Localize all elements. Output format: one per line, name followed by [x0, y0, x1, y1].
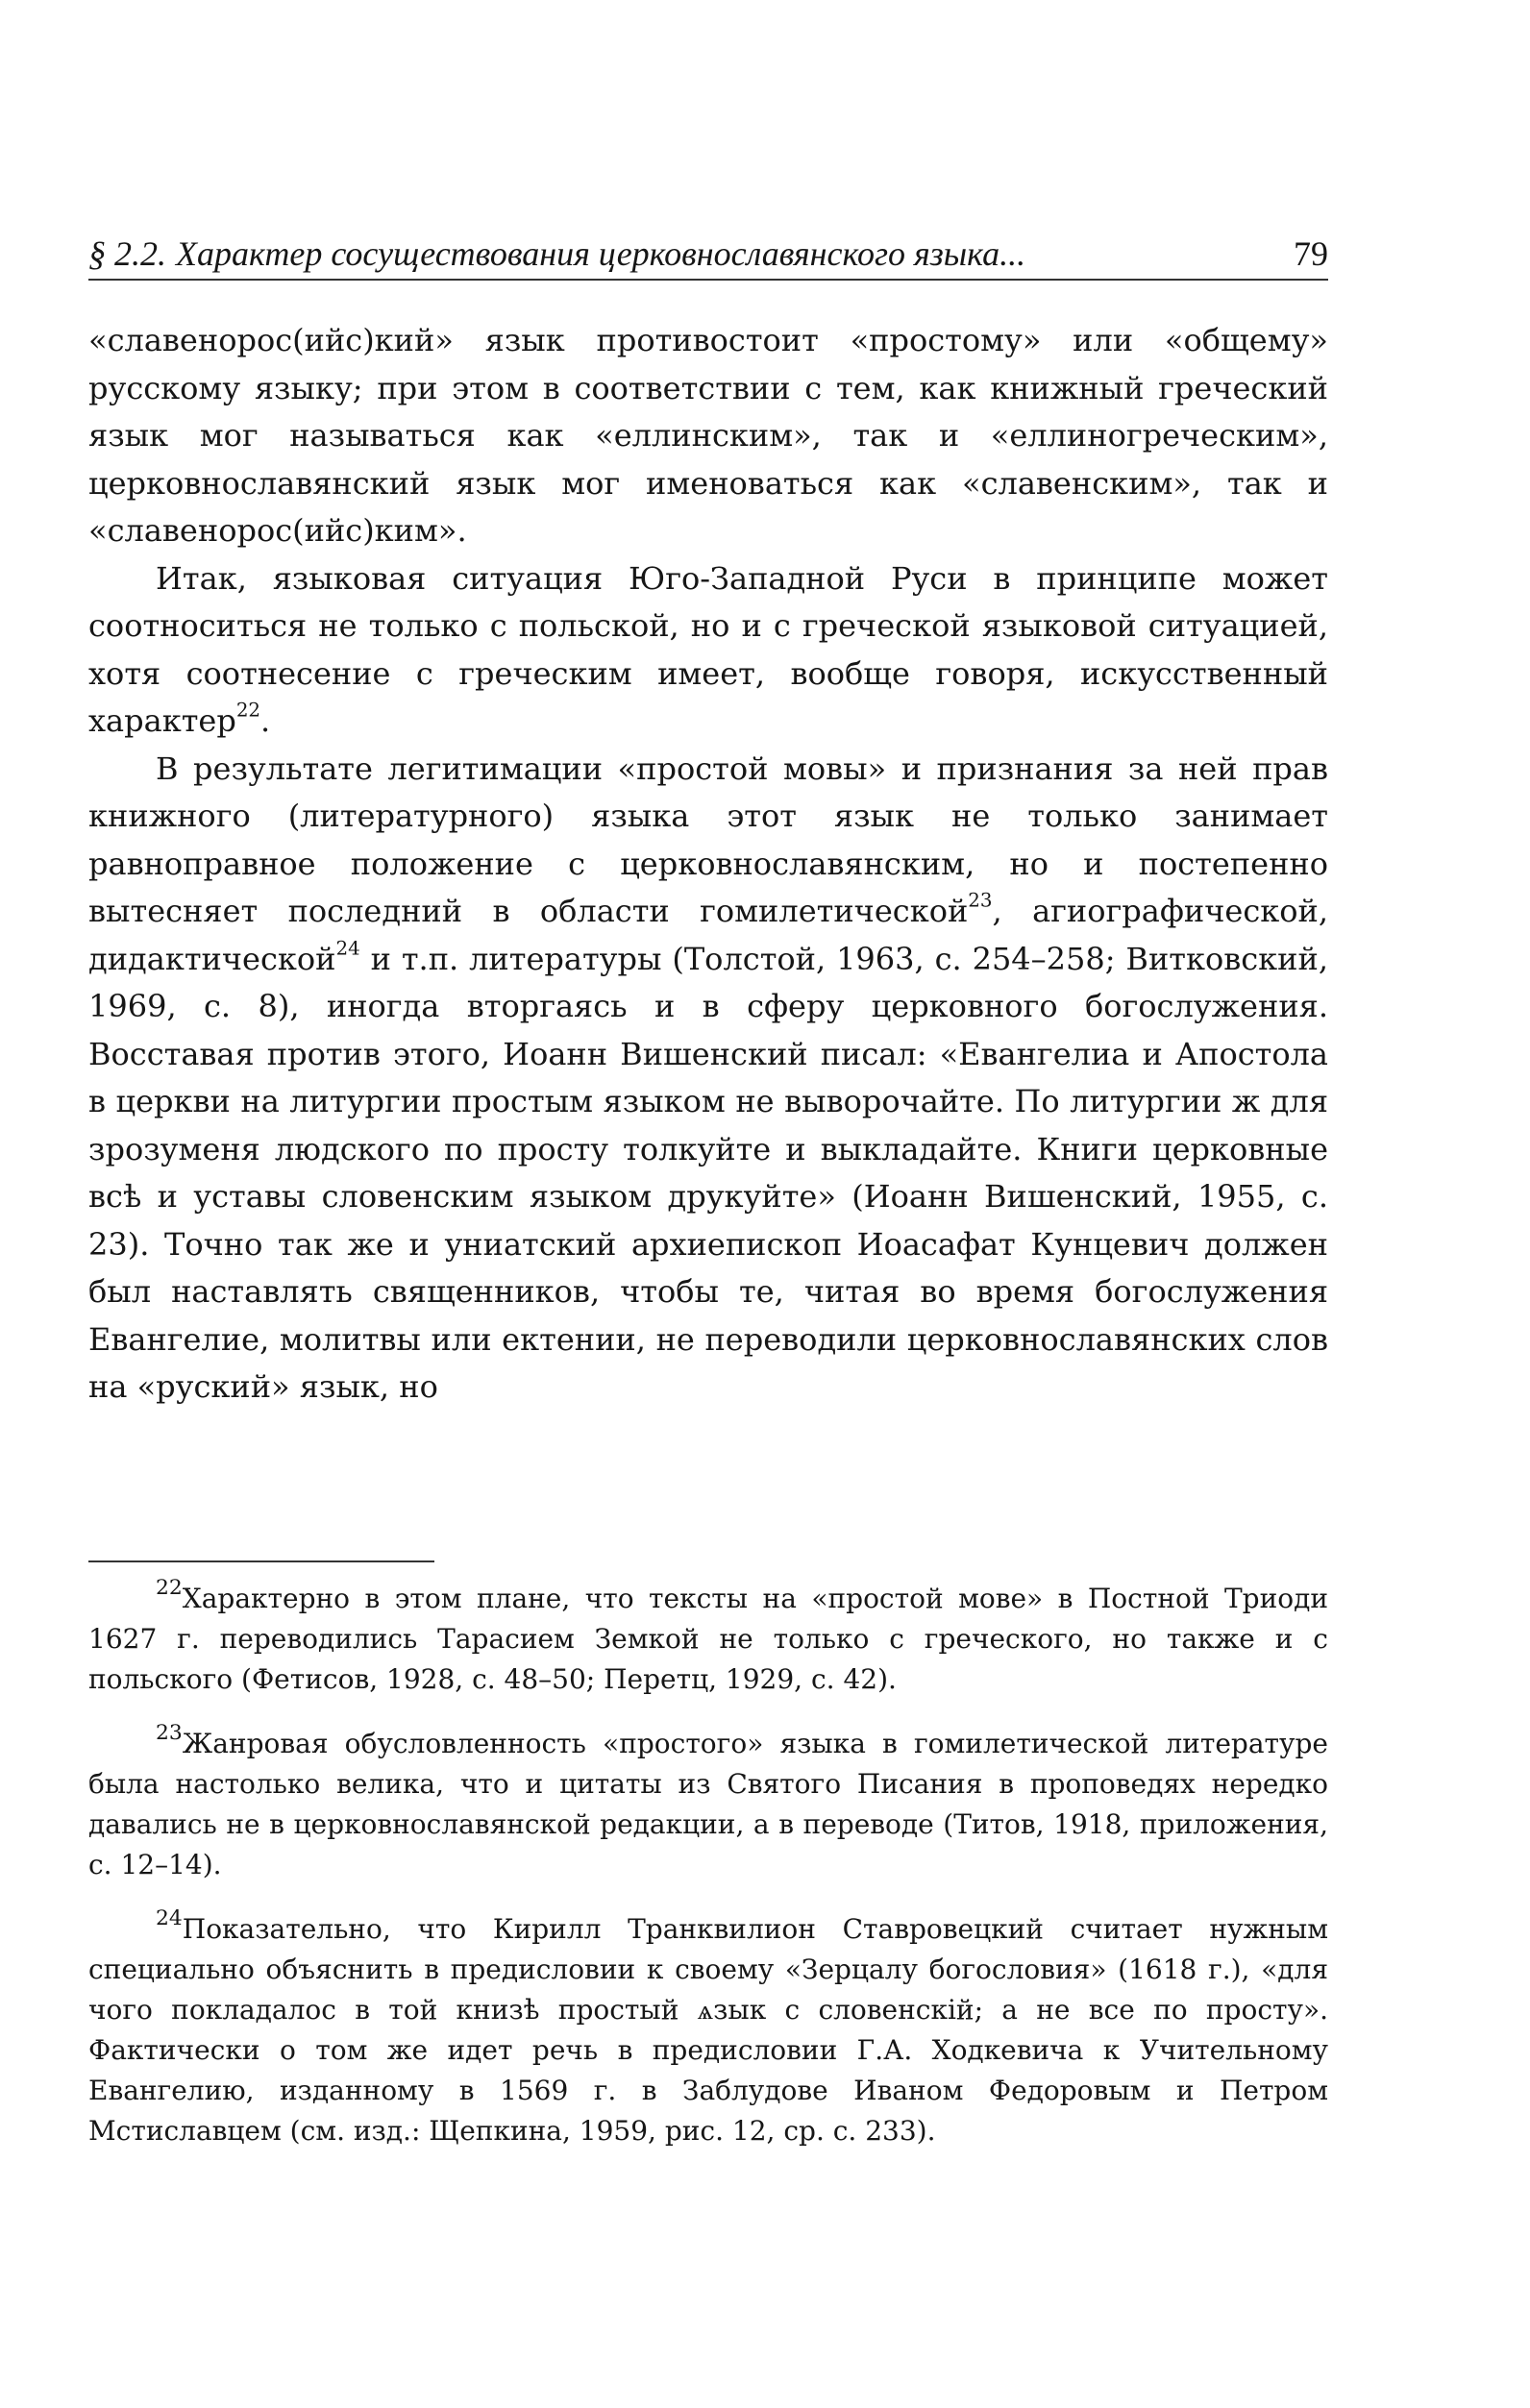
- paragraph-3-part-c: и т.п. литературы (Толстой, 1963, с. 254–258; Витковский, 1969, с. 8), иногда вторгаясь и в сферу церковного богослужения. Восставая против этого, Иоанн Вишенский писал: «Евангелиа и Апостола в церкви на литургии простым языком не выворочайте. По литургии ж для зрозуменя людского по просту толкуйте и выкладайте. Книги церковные всѣ и уставы словенским языком друкуйте» (Иоанн Вишенский, 1955, с. 23). Точно так же и униатский архиепископ Иоасафат Кунцевич должен был наставлять священников, чтобы те, читая во время богослужения Евангелие, молитвы или ектении, не переводили церковнославянских слов на «руский» язык, но: [88, 940, 1328, 1405]
- footnotes: [88, 1575, 1328, 2175]
- footnote-text: Показательно, что Кирилл Транквилион Ставровецкий считает нужным специально объяснить в предисловии к своему «Зерцалу богословия» (1618 г.), «для чого покладалос в той книзѣ простый ѧзык с словенскiй; а не все по просту». Фактически о том же идет речь в предисловии Г.А. Ходкевича к Учительному Евангелию, изданному в 1569 г. в Заблудове Иваном Федоровым и Петром Мстиславцем (см. изд.: Щепкина, 1959, рис. 12, ср. с. 233).: [88, 1913, 1328, 2147]
- footnote-number: 22: [156, 1575, 183, 1600]
- running-head-title: Характер сосуществования церковнославянского языка...: [176, 234, 1026, 273]
- paragraph-2-end: .: [260, 702, 271, 739]
- footnote-text: Характерно в этом плане, что тексты на «простой мове» в Постной Триоди 1627 г. переводились Тарасием Земкой не только с греческого, но также и с польского (Фетисов, 1928, с. 48–50; Перетц, 1929, с. 42).: [88, 1583, 1328, 1695]
- section-number: § 2.2.: [88, 234, 166, 273]
- running-head: [88, 229, 1328, 281]
- footnote-24: [88, 1905, 1328, 2151]
- footnote-text: Жанровая обусловленность «простого» языка в гомилетической литературе была настолько велика, что и цитаты из Святого Писания в проповедях нередко давались не в церковнославянской редакции, а в переводе (Титов, 1918, приложения, с. 12–14).: [88, 1728, 1328, 1880]
- paragraph-3-part-a: В результате легитимации «простой мовы» и признания за ней прав книжного (литературного) языка этот язык не только занимает равноправное положение с церковнославянским, но и постепенно вытесняет последний в области гомилетической: [88, 749, 1328, 929]
- footnote-23: [88, 1720, 1328, 1885]
- paragraph-1: «славенорос(ийс)кий» язык противостоит «простому» или «общему» русскому языку; при этом в соответствии с тем, как книжный греческий язык мог называться как «еллинским», так и «еллиногреческим», церковнославянский язык мог именоваться как «славенским», так и «славенорос(ийс)ким».: [88, 322, 1328, 549]
- footnote-ref-23[interactable]: 23: [968, 889, 993, 912]
- footnote-number: 24: [156, 1905, 183, 1930]
- paragraph-3: [88, 746, 1328, 1412]
- footnote-ref-22[interactable]: 22: [235, 699, 261, 722]
- paragraph-2-text: Итак, языковая ситуация Юго-Западной Руси в принципе может соотноситься не только с польской, но и с греческой языковой ситуацией, хотя соотнесение с греческим имеет, вообще говоря, искусственный характер: [88, 559, 1328, 739]
- paragraph-2: [88, 555, 1328, 746]
- paragraph-3-part-b: , агиографической, дидактической: [88, 893, 1329, 977]
- main-text: [88, 317, 1328, 1412]
- footnote-number: 23: [156, 1720, 183, 1745]
- footnote-divider: [88, 1560, 434, 1562]
- footnote-ref-24[interactable]: 24: [335, 937, 360, 960]
- footnote-22: [88, 1575, 1328, 1700]
- page-number: 79: [1294, 234, 1328, 273]
